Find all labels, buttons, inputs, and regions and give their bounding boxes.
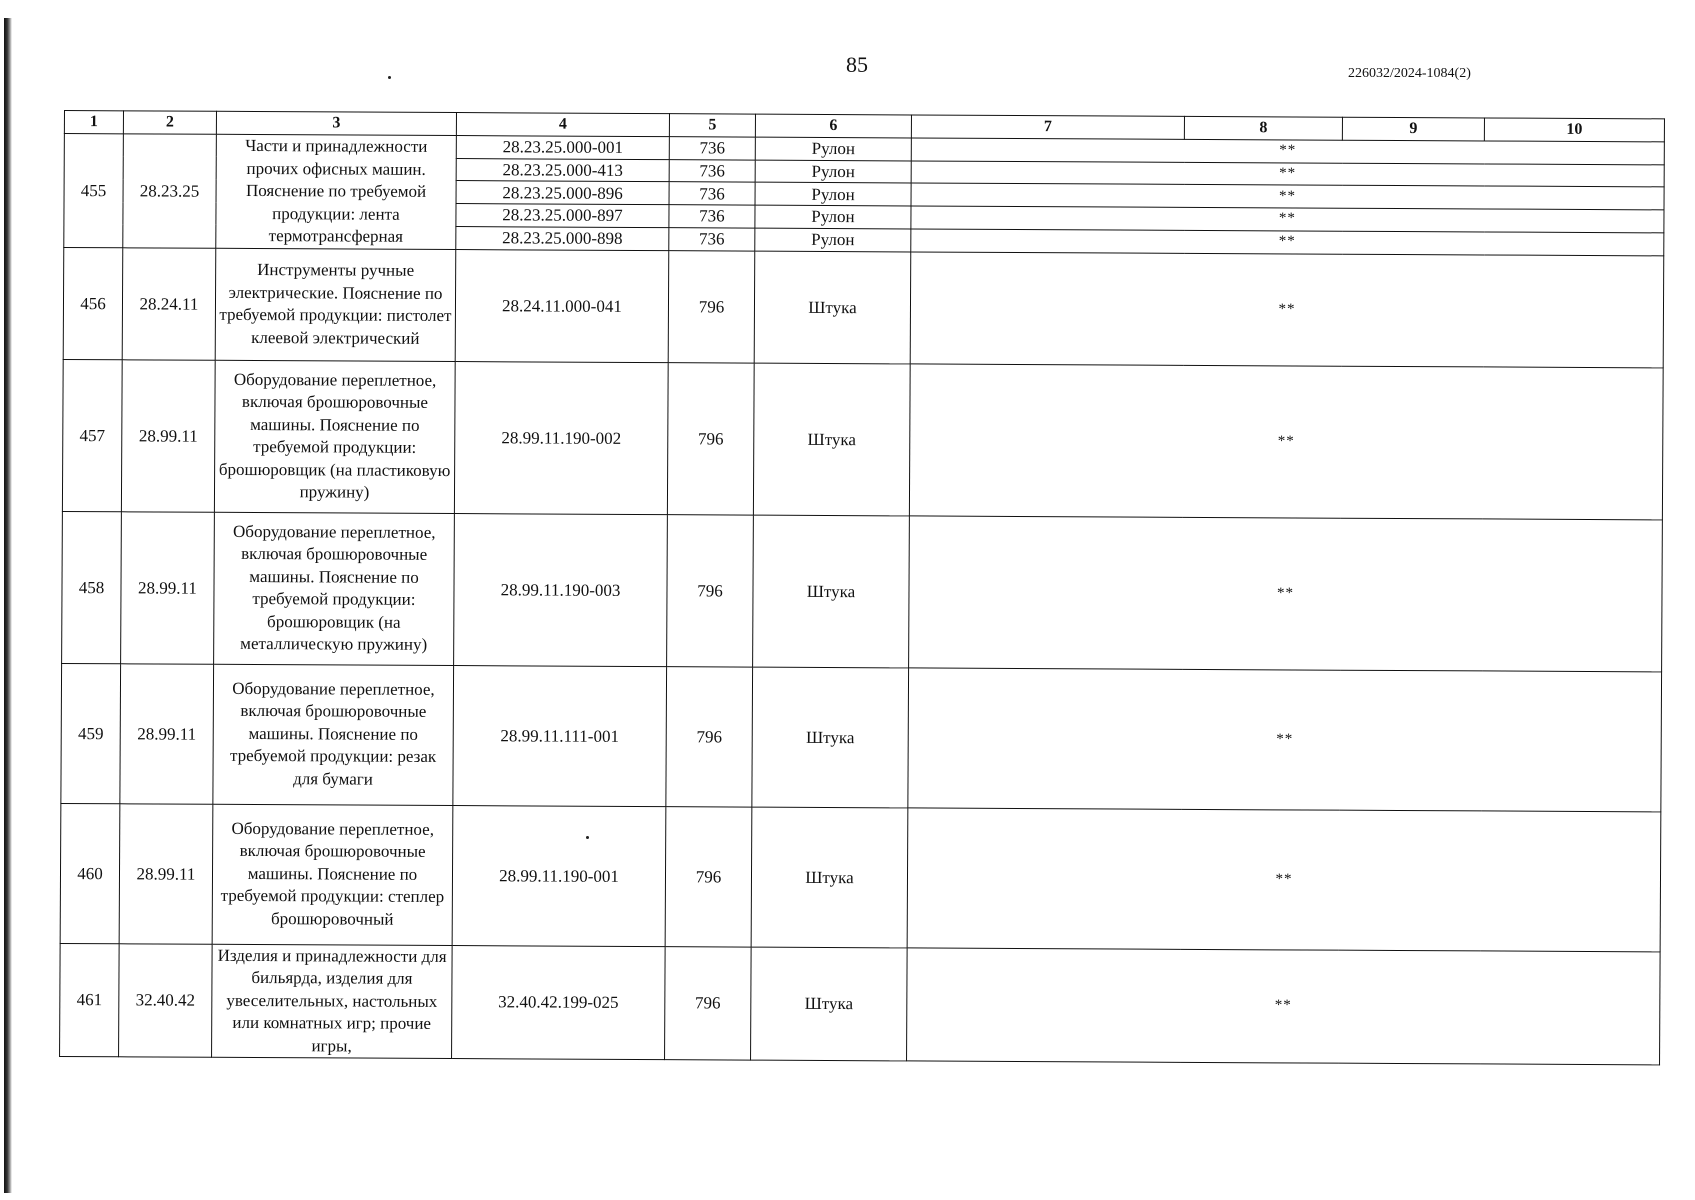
table-row — [61, 663, 1662, 811]
document-code: 226032/2024-1084(2) — [1348, 66, 1471, 81]
unit-name: Штука — [751, 947, 908, 1061]
page-number: 85 — [846, 52, 868, 77]
unit-name: Штука — [751, 807, 908, 948]
table-row — [63, 247, 1664, 367]
merged-mark-cell: ** — [907, 947, 1661, 1064]
product-description: Изделия и принадлежности для бильярда, изделия для увеселительных, настольных или комнатных игр; прочие игры, — [212, 944, 453, 1059]
unit-name: Рулон — [755, 228, 911, 252]
merged-mark-cell: ** — [911, 183, 1664, 210]
product-description: Оборудование переплетное, включая брошюровочные машины. Пояснение по требуемой продукции: брошюровщик (на пластиковую пружину) — [214, 360, 455, 513]
item-code: 28.99.11.190-003 — [454, 513, 668, 666]
okpd-code: 28.99.11 — [120, 663, 214, 803]
table-row — [62, 359, 1663, 519]
header-cell: 7 — [911, 115, 1184, 139]
okei-code: 796 — [667, 514, 754, 666]
item-code: 28.99.11.190-001 — [452, 805, 666, 946]
merged-mark-cell: ** — [908, 667, 1662, 811]
merged-mark-cell: ** — [909, 363, 1663, 519]
unit-name: Рулон — [755, 160, 911, 184]
header-cell: 9 — [1342, 117, 1484, 141]
unit-name: Рулон — [755, 182, 911, 206]
table-row — [60, 943, 1661, 1065]
okei-code: 796 — [668, 250, 755, 362]
header-cell: 10 — [1484, 118, 1664, 142]
item-code: 28.23.25.000-896 — [456, 181, 669, 205]
item-code: 28.99.11.111-001 — [453, 665, 667, 806]
okei-code: 736 — [669, 159, 755, 182]
row-number: 460 — [60, 803, 120, 943]
okei-code: 736 — [669, 137, 755, 160]
merged-mark-cell: ** — [909, 515, 1663, 671]
item-code: 28.23.25.000-001 — [456, 136, 669, 160]
item-code: 28.23.25.000-898 — [456, 226, 669, 250]
row-number: 457 — [62, 359, 122, 511]
okei-code: 736 — [669, 182, 755, 205]
unit-name: Штука — [753, 515, 910, 668]
register-table — [59, 110, 1665, 1065]
okpd-code: 28.99.11 — [121, 511, 215, 663]
okpd-code: 28.99.11 — [119, 803, 213, 943]
header-cell: 4 — [456, 113, 669, 137]
unit-name: Штука — [754, 251, 911, 364]
row-number: 461 — [60, 943, 120, 1057]
scan-speck — [388, 76, 391, 79]
header-cell: 6 — [755, 114, 911, 138]
product-description: Оборудование переплетное, включая брошюровочные машины. Пояснение по требуемой продукции: брошюровщик (на металлическую пружину) — [214, 512, 455, 665]
scan-edge — [4, 18, 12, 1193]
header-cell: 1 — [64, 111, 123, 134]
merged-mark-cell: ** — [911, 206, 1664, 233]
header-cell: 2 — [123, 111, 216, 134]
product-description: Инструменты ручные электрические. Пояснение по требуемой продукции: пистолет клеевой электрический — [215, 248, 456, 361]
product-description: Части и принадлежности прочих офисных машин. Пояснение по требуемой продукции: лента термотрансферная — [216, 134, 457, 249]
row-number: 458 — [62, 511, 122, 663]
unit-name: Рулон — [755, 137, 911, 161]
okei-code: 796 — [666, 666, 753, 806]
merged-mark-cell: ** — [911, 229, 1664, 256]
header-cell: 5 — [669, 114, 755, 137]
header-cell: 3 — [216, 111, 456, 135]
row-number: 459 — [61, 663, 121, 803]
okei-code: 736 — [669, 205, 755, 228]
header-cell: 8 — [1184, 116, 1342, 140]
item-code: 28.23.25.000-897 — [456, 204, 669, 228]
row-number: 456 — [63, 247, 123, 359]
okei-code: 796 — [667, 362, 754, 514]
item-code: 28.99.11.190-002 — [454, 361, 668, 514]
table-row — [62, 511, 1663, 671]
product-description: Оборудование переплетное, включая брошюровочные машины. Пояснение по требуемой продукции: степлер брошюровочный — [212, 804, 453, 945]
unit-name: Рулон — [755, 205, 911, 229]
okpd-code: 28.24.11 — [122, 247, 216, 359]
item-code: 28.24.11.000-041 — [455, 249, 669, 362]
okpd-code: 28.23.25 — [123, 134, 217, 248]
okei-code: 796 — [665, 806, 752, 946]
merged-mark-cell: ** — [911, 161, 1664, 188]
table-row — [60, 803, 1661, 951]
unit-name: Штука — [752, 667, 909, 808]
okei-code: 796 — [665, 946, 752, 1060]
okei-code: 736 — [669, 227, 755, 250]
okpd-code: 28.99.11 — [121, 359, 215, 511]
item-code: 32.40.42.199-025 — [452, 945, 666, 1060]
unit-name: Штука — [753, 363, 910, 516]
product-description: Оборудование переплетное, включая брошюровочные машины. Пояснение по требуемой продукции: резак для бумаги — [213, 664, 454, 805]
merged-mark-cell: ** — [910, 251, 1664, 367]
okpd-code: 32.40.42 — [119, 943, 213, 1057]
row-number: 455 — [64, 134, 124, 248]
item-code: 28.23.25.000-413 — [456, 158, 669, 182]
merged-mark-cell: ** — [911, 138, 1664, 165]
merged-mark-cell: ** — [907, 807, 1661, 951]
